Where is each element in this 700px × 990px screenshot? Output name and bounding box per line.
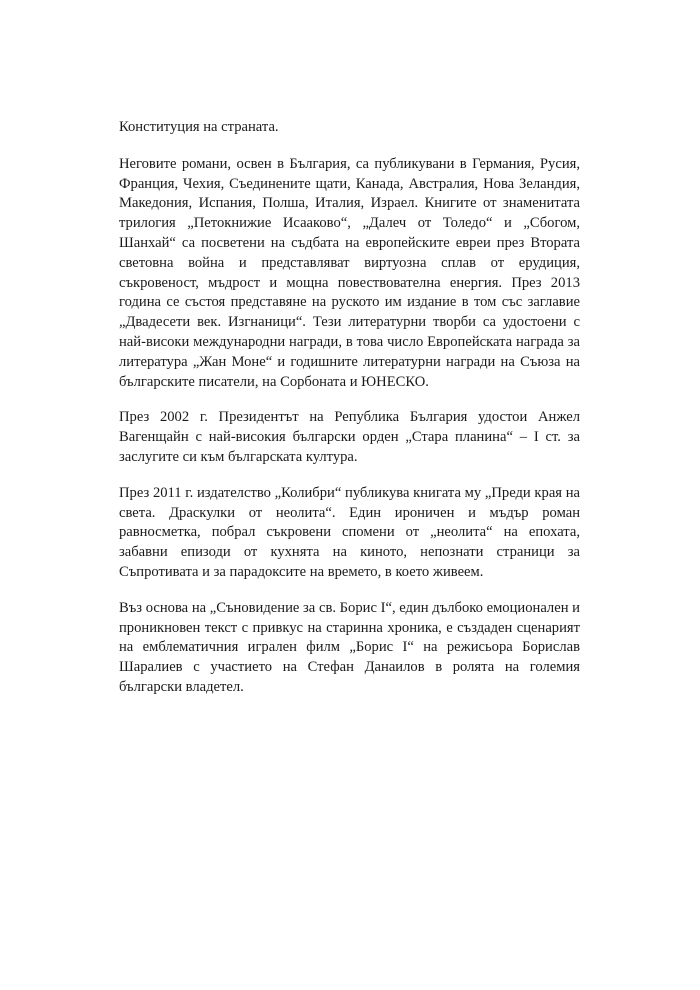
paragraph-book-2011: През 2011 г. издателство „Колибри“ публикува книгата му „Преди края на света. Драскулки от неолита“. Един ироничен и мъдър роман равносметка, побрал съкровени спомени от „неолита“ на епохата, забавни епизоди от кухнята на киното, непознати страници за Съпротивата и за парадоксите на времето, в което живеем.	[119, 484, 580, 580]
paragraph-boris-film: Въз основа на „Съновидение за св. Борис I“, един дълбоко емоционален и проникновен текст с привкус на старинна хроника, е създаден сценарият на емблематичния игрален филм „Борис I“ на режисьора Борислав Шаралиев с участието на Стефан Данаилов в ролята на големия български владетел.	[119, 599, 580, 695]
paragraph-constitution: Конституция на страната.	[119, 119, 279, 135]
paragraph-novels: Неговите романи, освен в България, са публикувани в Германия, Русия, Франция, Чехия, Съединените щати, Канада, Австралия, Нова Зеландия, Македония, Испания, Полша, Италия, Израел. Книгите от знаменитата трилогия „Петокнижие Исааково“, „Далеч от Толедо“ и „Сбогом, Шанхай“ са посветени на съдбата на европейските евреи през Втората световна война и представляват виртуозна сплав от ерудиция, съкровеност, мъдрост и мощна повествователна енергия. През 2013 година се състоя представяне на руското им издание в том със заглавие „Двадесети век. Изгнаници“. Тези литературни творби са удостоени с най-високи международни награди, в това число Европейската награда за литература „Жан Моне“ и годишните литературни награди на Съюза на българските писатели, на Сорбоната и ЮНЕСКО.	[119, 155, 580, 390]
document-body	[119, 118, 580, 714]
paragraph-award-2002: През 2002 г. Президентът на Република България удостои Анжел Вагенщайн с най-високия български орден „Стара планина“ – I ст. за заслугите си към българската култура.	[119, 409, 580, 465]
